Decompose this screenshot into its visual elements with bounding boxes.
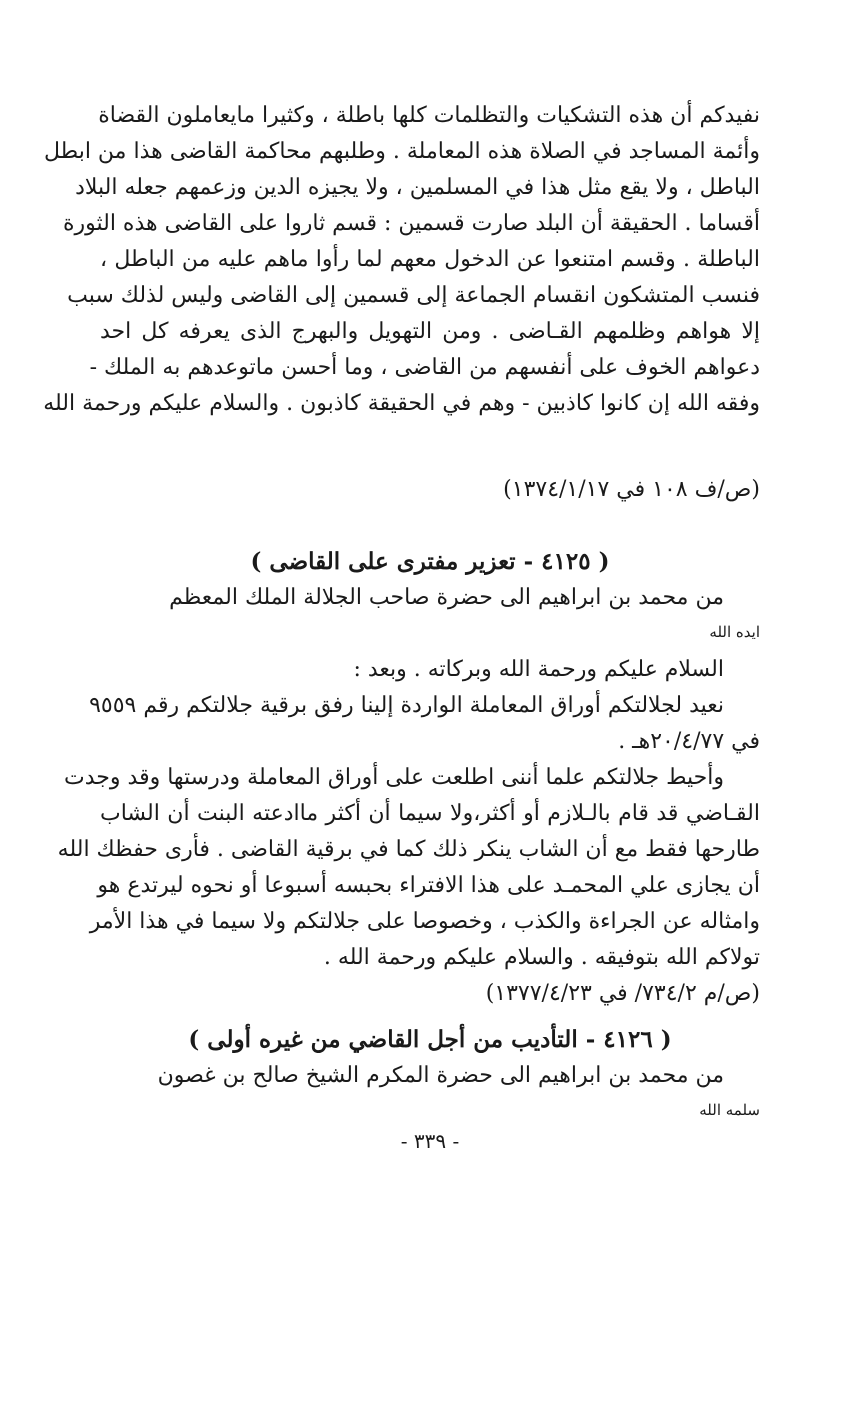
section-heading: ( ٤١٢٥ - تعزير مفترى على القاضى ) xyxy=(250,548,610,575)
section-heading: ( ٤١٢٦ - التأديب من أجل القاضي من غيره أولى ) xyxy=(188,1026,672,1053)
text-line: الباطل ، ولا يقع مثل هذا في المسلمين ، ولا يجيزه الدين وزعمهم جعله البلاد xyxy=(75,175,760,200)
text-line: فنسب المتشكون انقسام الجماعة إلى قسمين إلى القاضى وليس لذلك سبب xyxy=(67,283,760,308)
document-reference: (ص/ف ١٠٨ في ١٣٧٤/١/١٧) xyxy=(503,477,760,502)
page-number: - ٣٣٩ - xyxy=(400,1129,460,1153)
text-line: وفقه الله إن كانوا كاذبين - وهم في الحقيقة كاذبون . والسلام عليكم ورحمة الله xyxy=(43,391,760,416)
text-line: تولاكم الله بتوفيقه . والسلام عليكم ورحمة الله . xyxy=(323,945,760,970)
text-line: نفيدكم أن هذه التشكيات والتظلمات كلها باطلة ، وكثيرا مايعاملون القضاة xyxy=(98,103,760,128)
text-line: أقساما . الحقيقة أن البلد صارت قسمين : قسم ثاروا على القاضى هذه الثورة xyxy=(62,211,760,236)
text-line: وامثاله عن الجراءة والكذب ، وخصوصا على جلالتكم ولا سيما في هذا الأمر xyxy=(89,909,760,934)
text-line: أن يجازى علي المحمـد على هذا الافتراء بحبسه أسبوعا أو نحوه ليرتدع هو xyxy=(97,873,760,898)
address-note: سلمه الله xyxy=(699,1101,760,1119)
text-line: القـاضي قد قام بالـلازم أو أكثر،ولا سيما أن أكثر ماادعته البنت أن الشاب xyxy=(100,801,760,826)
document-reference: (ص/م ٧٣٤/٢/ في ١٣٧٧/٤/٢٣) xyxy=(485,981,760,1006)
text-line: دعواهم الخوف على أنفسهم من القاضى ، وما أحسن ماتوعدهم به الملك - xyxy=(89,355,760,380)
text-line: وأئمة المساجد في الصلاة هذه المعاملة . وطلبهم محاكمة القاضى هذا من ابطل xyxy=(44,139,760,164)
address-note: ايده الله xyxy=(709,623,760,641)
letter-address: من محمد بن ابراهيم الى حضرة المكرم الشيخ صالح بن غصون xyxy=(157,1063,724,1088)
text-line: طارحها فقط مع أن الشاب ينكر ذلك كما في برقية القاضى . فأرى حفظك الله xyxy=(57,837,760,862)
letter-address: من محمد بن ابراهيم الى حضرة صاحب الجلالة الملك المعظم xyxy=(169,585,724,610)
text-line: في ٢٠/٤/٧٧هـ . xyxy=(618,729,760,754)
greeting-line: السلام عليكم ورحمة الله وبركاته . وبعد : xyxy=(353,657,724,682)
text-line: نعيد لجلالتكم أوراق المعاملة الواردة إلينا رفق برقية جلالتكم رقم ٩٥٥٩ xyxy=(89,693,724,718)
text-line: إلا هواهم وظلمهم القـاضى . ومن التهويل والبهرج الذى يعرفه كل احد xyxy=(100,319,760,344)
letter-continuation-paragraph xyxy=(43,98,760,422)
text-line: وأحيط جلالتكم علما أننى اطلعت على أوراق المعاملة ودرستها وقد وجدت xyxy=(64,765,724,790)
text-line: الباطلة . وقسم امتنعوا عن الدخول معهم لما رأوا ماهم عليه من الباطل ، xyxy=(100,247,760,272)
document-page xyxy=(43,98,760,1156)
